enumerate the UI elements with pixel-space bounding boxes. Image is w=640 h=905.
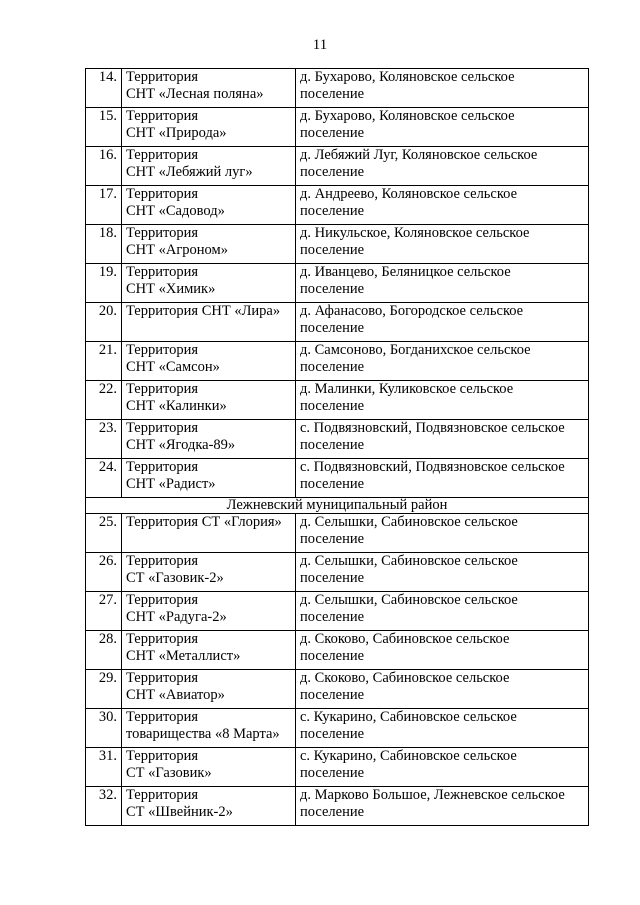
territory-name-line: СНТ «Природа»	[126, 125, 227, 141]
row-number: 24.	[86, 459, 122, 498]
location-cell	[296, 709, 589, 748]
location-line: с. Подвязновский, Подвязновское сельское	[300, 459, 565, 475]
location-line: д. Малинки, Куликовское сельское	[300, 381, 514, 397]
location-line: с. Кукарино, Сабиновское сельское	[300, 748, 517, 764]
territory-name-cell	[122, 420, 296, 459]
territory-name-line: СНТ «Лебяжий луг»	[126, 164, 253, 180]
location-cell	[296, 459, 589, 498]
location-line: поселение	[300, 765, 365, 781]
table-row	[86, 264, 589, 303]
location-line: поселение	[300, 281, 365, 297]
territory-name-cell	[122, 147, 296, 186]
territory-name-cell	[122, 787, 296, 826]
location-line: д. Иванцево, Беляницкое сельское	[300, 264, 511, 280]
location-cell	[296, 147, 589, 186]
location-line: с. Подвязновский, Подвязновское сельское	[300, 420, 565, 436]
location-line: д. Никульское, Коляновское сельское	[300, 225, 530, 241]
row-number: 29.	[86, 670, 122, 709]
location-line: поселение	[300, 320, 365, 336]
row-number: 26.	[86, 553, 122, 592]
territory-name-line: СНТ «Авиатор»	[126, 687, 225, 703]
location-cell	[296, 631, 589, 670]
territory-name-cell	[122, 342, 296, 381]
location-line: поселение	[300, 242, 365, 258]
location-cell	[296, 225, 589, 264]
territory-name-line: Территория	[126, 69, 199, 85]
location-line: поселение	[300, 531, 365, 547]
table-row	[86, 748, 589, 787]
location-line: поселение	[300, 125, 365, 141]
territory-name-cell	[122, 264, 296, 303]
territory-name-cell	[122, 709, 296, 748]
row-number: 15.	[86, 108, 122, 147]
location-line: поселение	[300, 570, 365, 586]
location-cell	[296, 553, 589, 592]
table-row	[86, 108, 589, 147]
location-line: поселение	[300, 164, 365, 180]
territory-name-line: СНТ «Радист»	[126, 476, 216, 492]
territory-name-cell	[122, 631, 296, 670]
territory-name-line: СНТ «Лесная поляна»	[126, 86, 264, 102]
territory-name-line: Территория	[126, 787, 199, 803]
territory-name-cell	[122, 514, 296, 553]
territory-name-line: Территория СТ «Глория»	[126, 514, 282, 530]
territory-name-line: Территория	[126, 709, 199, 725]
location-cell	[296, 787, 589, 826]
row-number: 25.	[86, 514, 122, 553]
table-row	[86, 147, 589, 186]
row-number: 27.	[86, 592, 122, 631]
territory-name-line: Территория	[126, 420, 199, 436]
table-row	[86, 592, 589, 631]
location-cell	[296, 381, 589, 420]
location-line: д. Самсоново, Богданихское сельское	[300, 342, 531, 358]
table-row	[86, 459, 589, 498]
row-number: 16.	[86, 147, 122, 186]
location-cell	[296, 264, 589, 303]
location-cell	[296, 420, 589, 459]
territory-name-cell	[122, 303, 296, 342]
table-row	[86, 709, 589, 748]
row-number: 21.	[86, 342, 122, 381]
territory-name-line: Территория	[126, 631, 199, 647]
location-line: с. Кукарино, Сабиновское сельское	[300, 709, 517, 725]
page-number: 11	[312, 37, 328, 53]
location-line: д. Афанасово, Богородское сельское	[300, 303, 524, 319]
territory-name-cell	[122, 592, 296, 631]
territory-name-line: Территория	[126, 264, 199, 280]
row-number: 23.	[86, 420, 122, 459]
territory-name-line: СНТ «Металлист»	[126, 648, 241, 664]
table-row	[86, 69, 589, 108]
location-line: д. Бухарово, Коляновское сельское	[300, 69, 515, 85]
territory-name-cell	[122, 186, 296, 225]
territory-name-cell	[122, 108, 296, 147]
location-line: д. Бухарово, Коляновское сельское	[300, 108, 515, 124]
territory-name-line: Территория	[126, 108, 199, 124]
location-cell	[296, 108, 589, 147]
location-line: поселение	[300, 437, 365, 453]
location-line: д. Андреево, Коляновское сельское	[300, 186, 518, 202]
table-row	[86, 303, 589, 342]
location-line: д. Селышки, Сабиновское сельское	[300, 553, 518, 569]
territory-name-line: Территория	[126, 342, 199, 358]
territory-name-cell	[122, 748, 296, 787]
territory-name-line: Территория СНТ «Лира»	[126, 303, 281, 319]
territory-name-line: Территория	[126, 225, 199, 241]
row-number: 19.	[86, 264, 122, 303]
territory-name-cell	[122, 553, 296, 592]
territory-name-line: СТ «Газовик»	[126, 765, 212, 781]
location-line: д. Селышки, Сабиновское сельское	[300, 514, 518, 530]
territory-name-line: СНТ «Агроном»	[126, 242, 228, 258]
territory-name-cell	[122, 459, 296, 498]
territory-name-cell	[122, 381, 296, 420]
territory-name-line: Территория	[126, 459, 199, 475]
territory-name-line: Территория	[126, 147, 199, 163]
row-number: 30.	[86, 709, 122, 748]
territory-name-line: Территория	[126, 748, 199, 764]
row-number: 18.	[86, 225, 122, 264]
territory-name-line: Территория	[126, 670, 199, 686]
table-row	[86, 420, 589, 459]
territory-name-line: СНТ «Радуга-2»	[126, 609, 227, 625]
location-cell	[296, 303, 589, 342]
location-line: поселение	[300, 476, 365, 492]
location-line: д. Лебяжий Луг, Коляновское сельское	[300, 147, 538, 163]
territory-name-line: Территория	[126, 381, 199, 397]
territory-name-line: СНТ «Садовод»	[126, 203, 225, 219]
location-line: поселение	[300, 359, 365, 375]
row-number: 20.	[86, 303, 122, 342]
table-row	[86, 225, 589, 264]
territory-name-line: СНТ «Химик»	[126, 281, 216, 297]
location-line: поселение	[300, 609, 365, 625]
territory-name-cell	[122, 69, 296, 108]
location-line: д. Селышки, Сабиновское сельское	[300, 592, 518, 608]
territory-name-line: СНТ «Калинки»	[126, 398, 227, 414]
territory-name-line: Территория	[126, 592, 199, 608]
location-line: поселение	[300, 648, 365, 664]
territory-name-line: товарищества «8 Марта»	[126, 726, 280, 742]
location-cell	[296, 69, 589, 108]
territory-name-cell	[122, 225, 296, 264]
territory-name-line: СТ «Газовик-2»	[126, 570, 224, 586]
section-title: Лежневский муниципальный район	[86, 498, 589, 514]
table-row	[86, 631, 589, 670]
territory-name-line: Территория	[126, 186, 199, 202]
location-cell	[296, 342, 589, 381]
location-line: поселение	[300, 726, 365, 742]
row-number: 22.	[86, 381, 122, 420]
location-cell	[296, 670, 589, 709]
table-row	[86, 670, 589, 709]
table-row	[86, 787, 589, 826]
table-row	[86, 553, 589, 592]
location-line: поселение	[300, 687, 365, 703]
territory-table	[85, 68, 589, 826]
row-number: 14.	[86, 69, 122, 108]
location-line: поселение	[300, 86, 365, 102]
territory-name-line: СНТ «Самсон»	[126, 359, 220, 375]
location-line: д. Скоково, Сабиновское сельское	[300, 670, 510, 686]
table-row	[86, 381, 589, 420]
location-line: д. Марково Большое, Лежневское сельское	[300, 787, 565, 803]
location-line: поселение	[300, 203, 365, 219]
territory-name-cell	[122, 670, 296, 709]
location-line: поселение	[300, 398, 365, 414]
territory-name-line: Территория	[126, 553, 199, 569]
territory-name-line: СТ «Швейник-2»	[126, 804, 233, 820]
row-number: 28.	[86, 631, 122, 670]
location-cell	[296, 514, 589, 553]
row-number: 17.	[86, 186, 122, 225]
table-row	[86, 514, 589, 553]
row-number: 32.	[86, 787, 122, 826]
location-cell	[296, 186, 589, 225]
territory-name-line: СНТ «Ягодка-89»	[126, 437, 236, 453]
location-line: поселение	[300, 804, 365, 820]
table-row	[86, 186, 589, 225]
section-header-row	[86, 498, 589, 514]
location-cell	[296, 748, 589, 787]
location-line: д. Скоково, Сабиновское сельское	[300, 631, 510, 647]
location-cell	[296, 592, 589, 631]
row-number: 31.	[86, 748, 122, 787]
table-row	[86, 342, 589, 381]
